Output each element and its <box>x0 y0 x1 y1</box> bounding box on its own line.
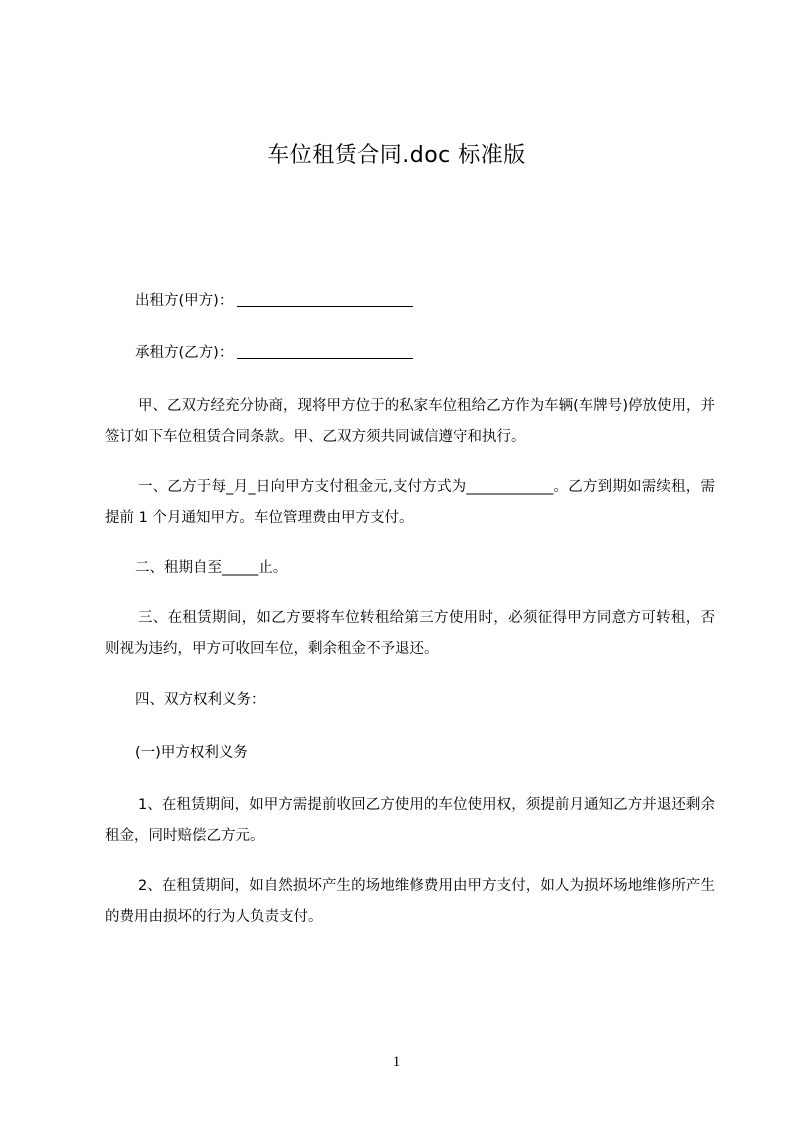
lessor-field <box>135 286 710 317</box>
clause-1: 一、乙方于每_月_日向甲方支付租金元,支付方式为____________。乙方到期如需续租，需提前 1 个月通知甲方。车位管理费由甲方支付。 <box>105 479 715 526</box>
clause-4-subheading: (一)甲方权利义务 <box>135 745 248 761</box>
clause-2: 二、租期自至_____止。 <box>135 560 288 576</box>
intro-paragraph: 甲、乙双方经充分协商，现将甲方位于的私家车位租给乙方作为车辆(车牌号)停放使用，并签订如下车位租赁合同条款。甲、乙双方须共同诚信遵守和执行。 <box>105 398 715 445</box>
lessee-blank-line <box>237 344 413 359</box>
clause-3: 三、在租赁期间，如乙方要将车位转租给第三方使用时，必须征得甲方同意方可转租，否则视为违约，甲方可收回车位，剩余租金不予退还。 <box>105 610 715 657</box>
clause-4-item-2: 2、在租赁期间，如自然损坏产生的场地维修费用由甲方支付，如人为损坏场地维修所产生的费用由损坏的行为人负责支付。 <box>105 878 715 925</box>
clause-4-heading: 四、双方权利义务： <box>135 692 266 708</box>
lessee-label: 承租方(乙方)： <box>135 345 234 361</box>
page-number: 1 <box>392 1054 401 1070</box>
document-title: 车位租赁合同.doc 标准版 <box>267 143 526 168</box>
lessee-field <box>135 338 710 369</box>
clause-4-item-1: 1、在租赁期间，如甲方需提前收回乙方使用的车位使用权，须提前月通知乙方并退还剩余租金，同时赔偿乙方元。 <box>105 797 715 844</box>
lessor-blank-line <box>237 292 413 307</box>
lessor-label: 出租方(甲方)： <box>135 293 234 309</box>
